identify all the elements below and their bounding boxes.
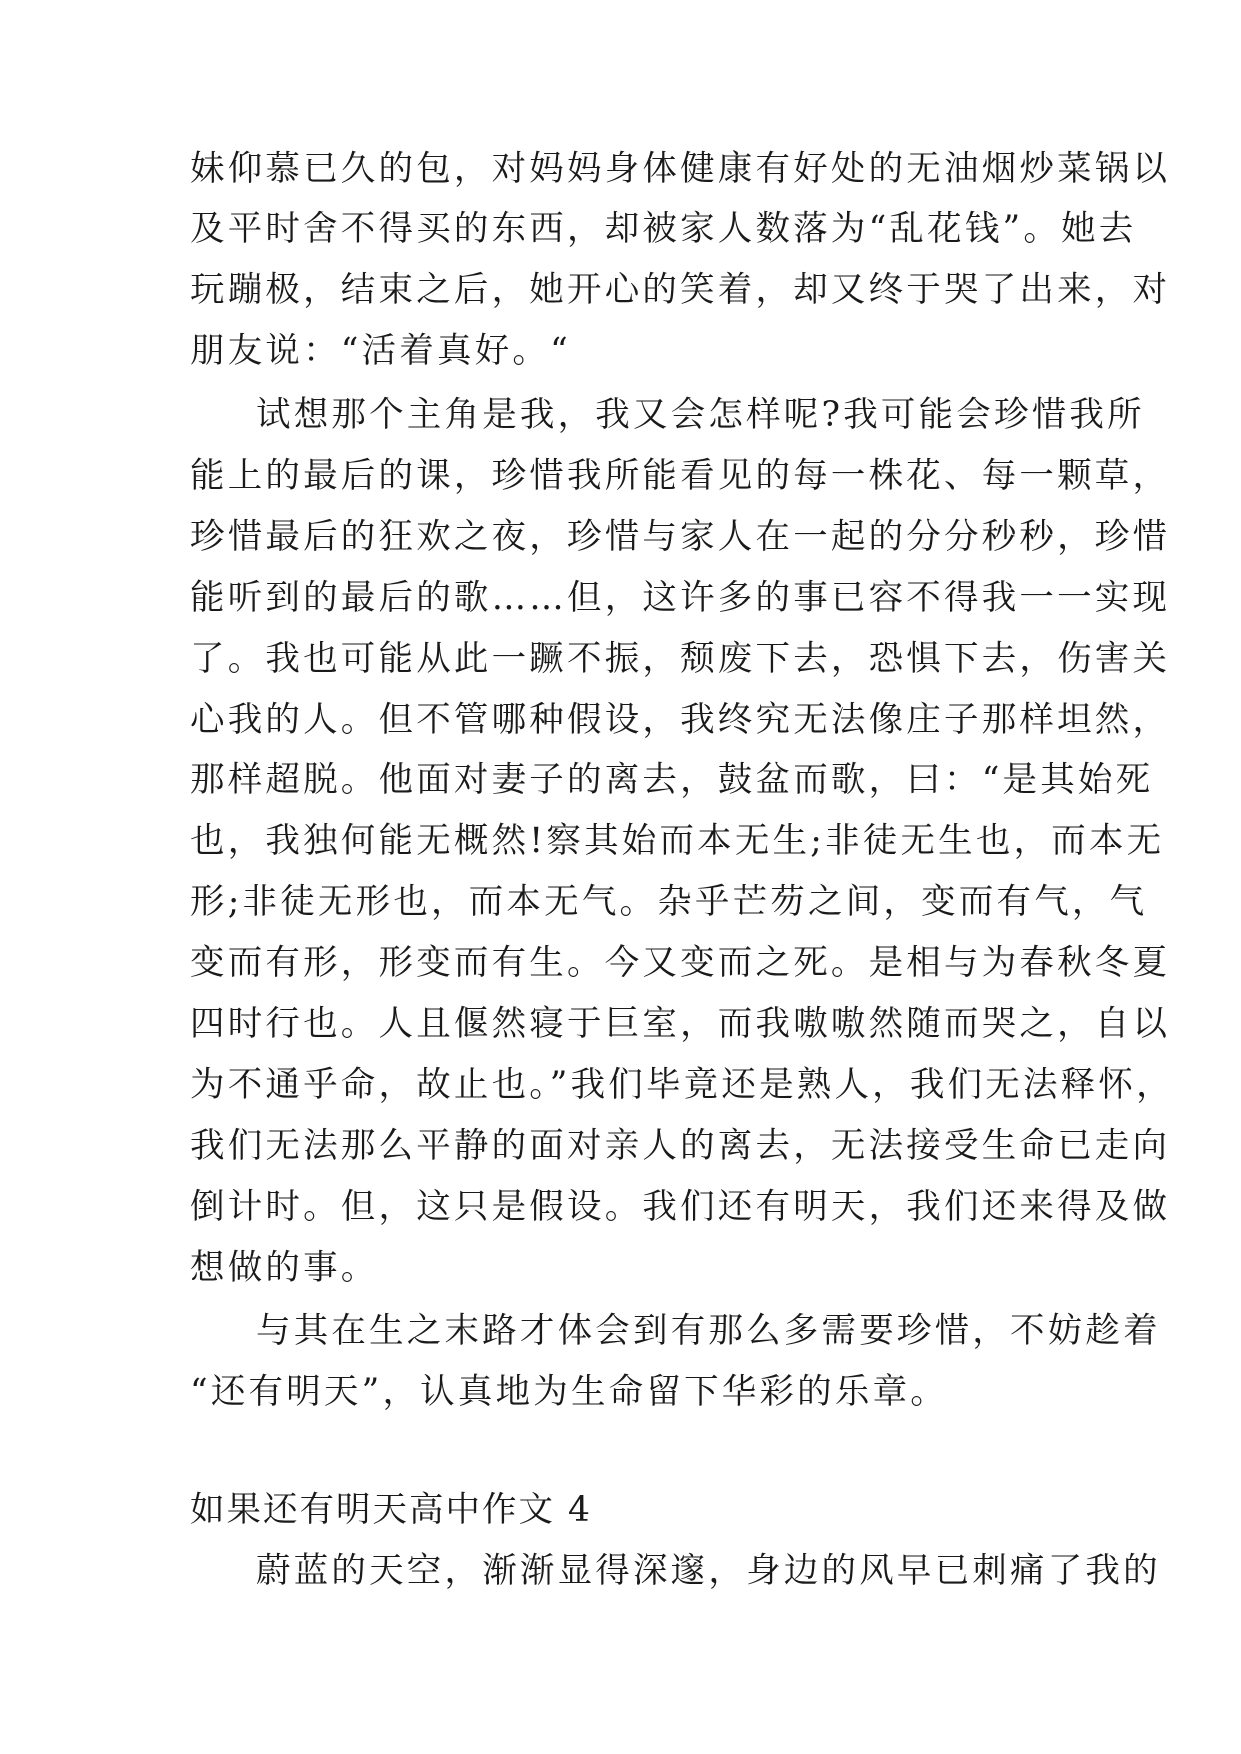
- text-line: 四时行也。人且偃然寝于巨室，而我嗷嗷然随而哭之，自以: [190, 1004, 1171, 1044]
- text-line: 珍惜最后的狂欢之夜，珍惜与家人在一起的分分秒秒，珍惜: [190, 517, 1171, 557]
- text-line: 朋友说：“活着真好。“: [190, 331, 571, 371]
- text-line: 为不通乎命，故止也。”我们毕竟还是熟人，我们无法释怀，: [190, 1065, 1174, 1105]
- text-line: 妹仰慕已久的包，对妈妈身体健康有好处的无油烟炒菜锅以: [190, 149, 1171, 189]
- text-line: 心我的人。但不管哪种假设，我终究无法像庄子那样坦然，: [190, 700, 1171, 740]
- text-line: 能听到的最后的歌……但，这许多的事已容不得我一一实现: [190, 578, 1171, 618]
- text-line: 也，我独何能无概然!察其始而本无生;非徒无生也，而本无: [190, 821, 1165, 861]
- text-line: 那样超脱。他面对妻子的离去，鼓盆而歌，曰：“是其始死: [190, 760, 1154, 800]
- text-line: 玩蹦极，结束之后，她开心的笑着，却又终于哭了出来，对: [190, 270, 1171, 310]
- text-line: 我们无法那么平静的面对亲人的离去，无法接受生命已走向: [190, 1126, 1171, 1166]
- text-line: 想做的事。: [190, 1248, 379, 1288]
- text-line: 能上的最后的课，珍惜我所能看见的每一株花、每一颗草，: [190, 456, 1171, 496]
- text-line: 形;非徒无形也，而本无气。杂乎芒芴之间，变而有气，气: [190, 882, 1148, 922]
- section-heading: 如果还有明天高中作文 4: [190, 1490, 592, 1530]
- paragraph-start-line: 与其在生之末路才体会到有那么多需要珍惜，不妨趁着: [256, 1311, 1161, 1351]
- text-line: 变而有形，形变而有生。今又变而之死。是相与为春秋冬夏: [190, 943, 1171, 983]
- text-line: 了。我也可能从此一蹶不振，颓废下去，恐惧下去，伤害关: [190, 639, 1171, 679]
- text-line: “还有明天”，认真地为生命留下华彩的乐章。: [190, 1372, 948, 1412]
- paragraph-start-line: 蔚蓝的天空，渐渐显得深邃，身边的风早已刺痛了我的: [256, 1551, 1161, 1591]
- text-line: 倒计时。但，这只是假设。我们还有明天，我们还来得及做: [190, 1187, 1171, 1227]
- paragraph-start-line: 试想那个主角是我，我又会怎样呢?我可能会珍惜我所: [256, 395, 1145, 435]
- text-line: 及平时舍不得买的东西，却被家人数落为“乱花钱”。她去: [190, 209, 1137, 249]
